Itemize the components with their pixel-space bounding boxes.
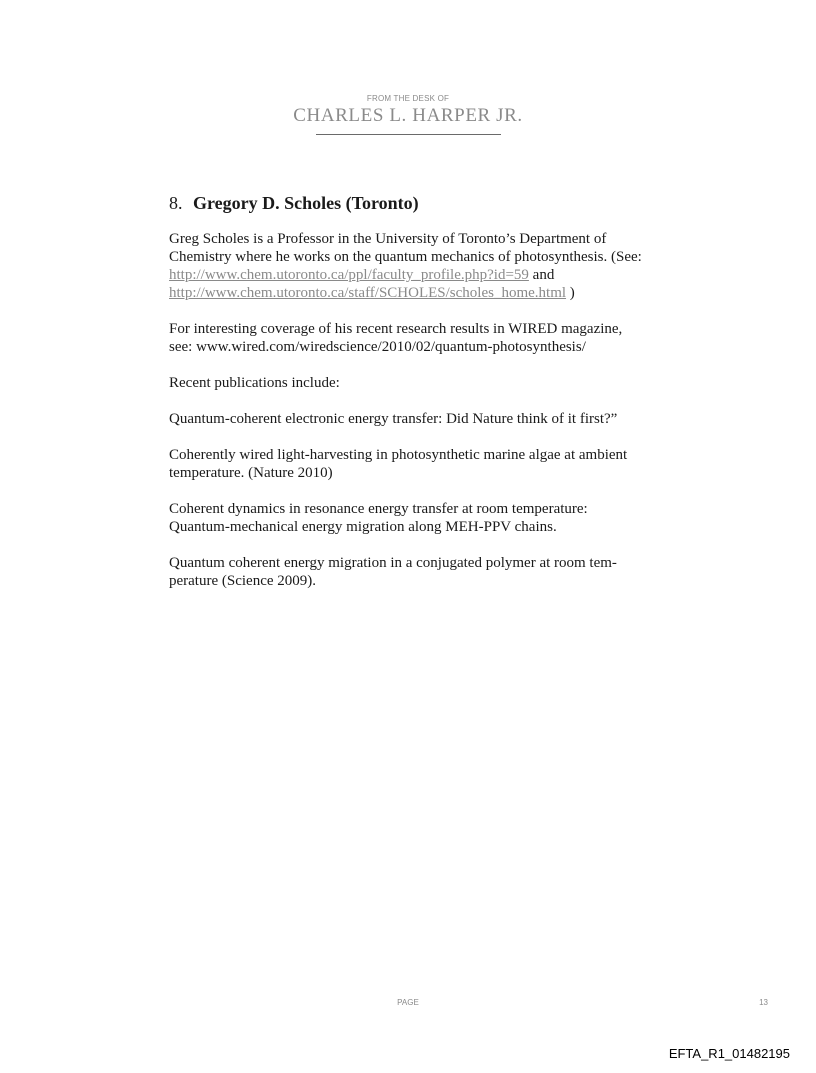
publication-item: Coherent dynamics in resonance energy transfer at room temperature: Quantum-mechanical energy migration along MEH-PPV chains. xyxy=(169,501,588,535)
faculty-profile-link[interactable]: http://www.chem.utoronto.ca/ppl/faculty_profile.php?id=59 xyxy=(169,267,529,283)
publication-item: Coherently wired light-harvesting in photosynthetic marine algae at ambient temperature. (Nature 2010) xyxy=(169,447,628,481)
document-id: EFTA_R1_01482195 xyxy=(668,1046,790,1061)
letterhead-rule xyxy=(316,134,501,135)
footer-page-label: PAGE xyxy=(397,998,419,1007)
section-number: 8. xyxy=(169,193,183,213)
intro-paragraph xyxy=(169,230,649,302)
section-heading xyxy=(169,192,649,214)
intro-text: Greg Scholes is a Professor in the University of Toronto’s Department of Chemistry where he works on the quantum mechanics of photosynthesis. (See: xyxy=(169,231,642,265)
letterhead-from-label: FROM THE DESK OF xyxy=(366,94,450,103)
section-title: Gregory D. Scholes (Toronto) xyxy=(193,193,419,213)
publications-intro: Recent publications include: xyxy=(169,375,340,391)
intro-and: and xyxy=(528,267,555,283)
intro-close: ) xyxy=(566,285,575,301)
letterhead-name: CHARLES L. HARPER JR. xyxy=(293,105,523,126)
wired-paragraph: For interesting coverage of his recent research results in WIRED magazine, see: www.wired.com/wiredscience/2010/02/quantum-photosynthesis/ xyxy=(169,321,623,355)
footer-page-number: 13 xyxy=(759,998,768,1007)
publication-item: Quantum coherent energy migration in a conjugated polymer at room tem-perature (Science 2009). xyxy=(169,555,617,589)
document-body xyxy=(169,192,649,608)
publication-item: Quantum-coherent electronic energy transfer: Did Nature think of it first?” xyxy=(169,411,618,427)
letterhead xyxy=(0,94,816,135)
scholes-home-link[interactable]: http://www.chem.utoronto.ca/staff/SCHOLES/scholes_home.html xyxy=(169,285,567,301)
